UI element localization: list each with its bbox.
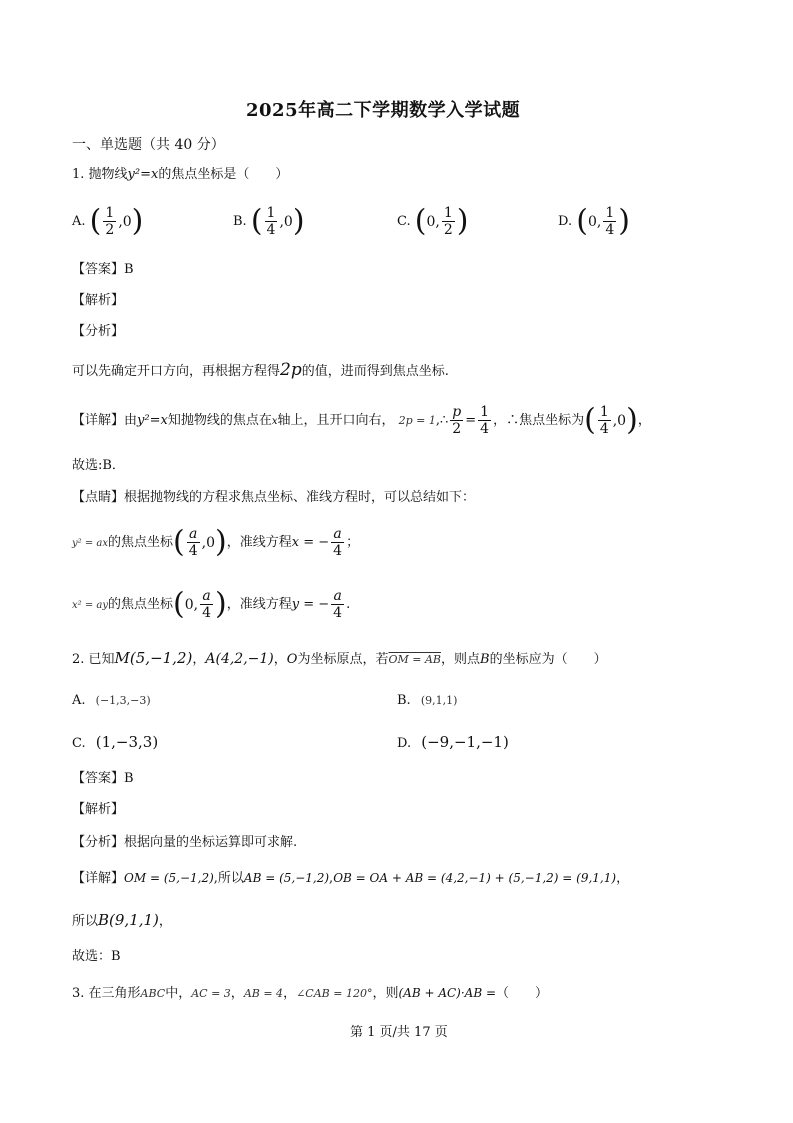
q2-answer bbox=[72, 772, 134, 785]
rule-text: ，准线方程 bbox=[226, 535, 292, 551]
q1-stem-suffix: 的焦点坐标是（ ） bbox=[158, 167, 289, 182]
q2-fenxi bbox=[72, 836, 297, 849]
frac-den: 4 bbox=[333, 605, 343, 622]
fenxi-text-b: 的值，进而得到焦点坐标. bbox=[301, 364, 449, 379]
frac-den: 4 bbox=[266, 222, 276, 239]
detail-tag: 【详解】 bbox=[72, 413, 125, 429]
dianjing-text: 根据抛物线的方程求焦点坐标、准线方程时，可以总结如下： bbox=[124, 490, 476, 505]
frac-den: 2 bbox=[443, 222, 453, 239]
answer-value: B bbox=[124, 771, 134, 786]
option-label: A. bbox=[72, 214, 86, 230]
detail-math: AB = (5,−1,2) bbox=[243, 871, 330, 885]
so-text: 所以 bbox=[72, 914, 99, 929]
option-pre: 0, bbox=[587, 213, 602, 230]
point-o: O bbox=[286, 652, 298, 667]
detail-text: 轴上，且开口向右， bbox=[277, 413, 395, 429]
fenxi-text: 根据向量的坐标运算即可求解. bbox=[124, 835, 298, 850]
frac-num: a bbox=[187, 526, 200, 543]
focus-pre: 0, bbox=[184, 596, 199, 613]
q1-dianjing bbox=[72, 491, 475, 504]
option-label: B. bbox=[233, 214, 247, 230]
q1-choose: 故选:B． bbox=[72, 458, 125, 473]
detail-text: ，∴焦点坐标为 bbox=[493, 413, 585, 429]
directrix: y = − bbox=[291, 597, 330, 613]
dianjing-tag: 【点睛】 bbox=[72, 490, 125, 505]
stem-text: ， bbox=[273, 652, 287, 667]
option-rest: ,0 bbox=[118, 213, 132, 230]
fenxi-text-a: 可以先确定开口方向，再根据方程得 bbox=[72, 364, 281, 379]
option-rest: ,0 bbox=[279, 213, 293, 230]
section-header: 一、单选题（共 40 分） bbox=[72, 137, 225, 153]
frac-den: 4 bbox=[599, 421, 609, 438]
stem-text: ， bbox=[192, 652, 206, 667]
detail-end: ， bbox=[637, 413, 651, 429]
frac-num: 1 bbox=[266, 205, 276, 221]
point-a: A(4,2,−1) bbox=[205, 651, 274, 667]
stem-text: 为坐标原点，若 bbox=[297, 652, 389, 667]
focus-rest: ,0 bbox=[201, 534, 216, 551]
q2-option-b bbox=[397, 694, 457, 707]
point-m: M(5,−1,2) bbox=[114, 649, 193, 667]
frac-num: a bbox=[331, 526, 344, 543]
question-3-stem bbox=[72, 987, 548, 1000]
stem-text: ， bbox=[283, 986, 297, 1001]
frac-den: 2 bbox=[105, 222, 115, 239]
detail-text: 由 bbox=[124, 413, 138, 429]
angle-cab: ∠CAB = 120° bbox=[296, 987, 373, 1000]
rule-eq: y² = ax bbox=[72, 538, 108, 550]
frac-den: 4 bbox=[333, 543, 343, 560]
frac-den: 2 bbox=[452, 421, 462, 438]
vector-eq: OM = AB bbox=[388, 653, 441, 666]
frac-num: 1 bbox=[605, 205, 615, 221]
focus-rest: ,0 bbox=[612, 412, 627, 429]
question-1-stem bbox=[72, 168, 288, 181]
option-value: (−1,3,−3) bbox=[95, 694, 151, 707]
q1-fenxi-tag: 【分析】 bbox=[72, 324, 125, 339]
detail-math: OM = (5,−1,2) bbox=[124, 871, 214, 885]
q2-detail bbox=[72, 872, 629, 885]
q1-option-c: C. (0, $\frac{1}{2}$ ) bbox=[397, 203, 469, 239]
answer-tag: 【答案】 bbox=[72, 262, 125, 277]
page-title: 2025年高二下学期数学入学试题 bbox=[246, 100, 521, 121]
detail-equation: y²=x bbox=[137, 413, 168, 429]
equals: = bbox=[465, 413, 477, 429]
rule-text: 的焦点坐标 bbox=[108, 535, 174, 551]
q1-rule-1: y² = ax的焦点坐标( $\frac{a}{4}$ ,0)，准线方程x = − $\frac{a}{4}$ ； bbox=[72, 524, 360, 560]
q2-analysis-tag: 【解析】 bbox=[72, 802, 125, 817]
therefore: ,∴ bbox=[435, 413, 449, 429]
page-footer: 第 1 页/共 17 页 bbox=[350, 1025, 448, 1040]
option-label: C. bbox=[397, 214, 411, 230]
detail-math: OB = OA + AB = (4,2,−1) + (5,−1,2) = (9,1,1) bbox=[333, 871, 617, 885]
option-label: B. bbox=[397, 693, 411, 708]
detail-text: ， bbox=[616, 871, 630, 886]
frac-num: 1 bbox=[443, 205, 453, 221]
option-value: (9,1,1) bbox=[420, 694, 458, 707]
q1-stem-prefix: 1. 抛物线 bbox=[72, 167, 128, 182]
answer-tag: 【答案】 bbox=[72, 771, 125, 786]
stem-text: 的坐标应为（ ） bbox=[489, 652, 607, 667]
triangle: ABC bbox=[140, 987, 166, 1000]
frac-num: a bbox=[331, 588, 344, 605]
directrix: x = − bbox=[291, 535, 330, 551]
detail-text: ,所以 bbox=[213, 871, 244, 886]
q1-fenxi-text bbox=[72, 362, 449, 379]
option-value: (−9,−1,−1) bbox=[421, 733, 509, 751]
q1-option-a: A. ( $\frac{1}{2}$ ,0) bbox=[72, 203, 144, 239]
stem-text: （ ） bbox=[496, 986, 549, 1001]
rule-end: . bbox=[346, 597, 351, 613]
q1-detail: 【详解】由y²=x知抛物线的焦点在x轴上，且开口向右， 2p = 1,∴ $\frac{p}{2}$ = $\frac{1}{4}$ ，∴焦点坐标为( $\frac{1}{4}$ ,0)， bbox=[72, 402, 651, 438]
frac-den: 4 bbox=[202, 605, 212, 622]
so-point: B(9,1,1) bbox=[98, 911, 159, 929]
side-ac: AC = 3 bbox=[191, 987, 231, 1000]
frac-num: 1 bbox=[599, 404, 609, 420]
q2-option-a bbox=[72, 694, 151, 707]
frac-den: 4 bbox=[188, 543, 198, 560]
so-text: ， bbox=[158, 914, 172, 929]
option-label: A. bbox=[72, 693, 86, 708]
rule-text: ，准线方程 bbox=[226, 597, 292, 613]
option-label: D. bbox=[397, 736, 412, 751]
rule-text: 的焦点坐标 bbox=[108, 597, 174, 613]
frac-den: 4 bbox=[605, 222, 615, 239]
frac-den: 4 bbox=[480, 421, 490, 438]
q1-rule-2: x² = ay的焦点坐标(0, $\frac{a}{4}$ )，准线方程y = − $\frac{a}{4}$ . bbox=[72, 586, 351, 622]
q2-so bbox=[72, 913, 172, 928]
q1-answer bbox=[72, 263, 134, 276]
option-pre: 0, bbox=[426, 213, 440, 230]
detail-text: 知抛物线的焦点在 bbox=[167, 413, 272, 429]
frac-num: p bbox=[452, 404, 462, 420]
option-value: (1,−3,3) bbox=[95, 733, 159, 751]
q1-option-d: D. (0, $\frac{1}{4}$ ) bbox=[558, 203, 630, 239]
q1-stem-equation: y²=x bbox=[127, 167, 159, 182]
frac-num: a bbox=[200, 588, 213, 605]
fenxi-tag: 【分析】 bbox=[72, 835, 125, 850]
vector-expr: (AB + AC)·AB = bbox=[398, 986, 497, 1000]
stem-text: 中， bbox=[165, 986, 192, 1001]
stem-text: 3. 在三角形 bbox=[72, 986, 141, 1001]
frac-num: 1 bbox=[480, 404, 490, 420]
stem-text: ，则 bbox=[372, 986, 399, 1001]
stem-text: 2. 已知 bbox=[72, 652, 115, 667]
q1-option-b: B. ( $\frac{1}{4}$ ,0) bbox=[233, 203, 305, 239]
frac-num: 1 bbox=[105, 205, 115, 221]
question-2-stem bbox=[72, 651, 607, 666]
stem-text: ，则点 bbox=[441, 652, 481, 667]
detail-text: , bbox=[329, 871, 334, 886]
detail-var: x bbox=[271, 416, 278, 428]
q2-choose: 故选：B bbox=[72, 949, 121, 964]
stem-text: ， bbox=[230, 986, 244, 1001]
point-b: B bbox=[480, 652, 490, 667]
rule-end: ； bbox=[346, 535, 360, 551]
option-label: C. bbox=[72, 736, 86, 751]
option-label: D. bbox=[558, 214, 573, 230]
detail-tag: 【详解】 bbox=[72, 871, 125, 886]
q2-option-c bbox=[72, 735, 158, 750]
q1-analysis-tag: 【解析】 bbox=[72, 293, 125, 308]
q2-option-d bbox=[397, 735, 509, 750]
side-ab: AB = 4 bbox=[243, 987, 284, 1000]
rule-eq: x² = ay bbox=[72, 600, 108, 612]
fenxi-math: 2p bbox=[280, 360, 302, 380]
answer-value: B bbox=[124, 262, 134, 277]
detail-2p: 2p = 1 bbox=[398, 414, 436, 428]
